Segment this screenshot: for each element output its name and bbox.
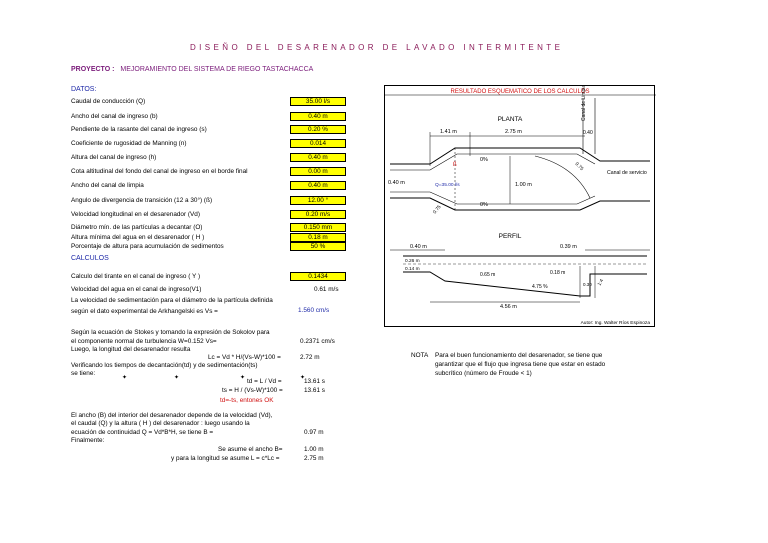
datos-row-label: Coeficiente de rugosidad de Manning (n): [71, 140, 187, 147]
datos-row-value: 0.20 %: [290, 125, 346, 134]
datos-row-label: Caudal de conducción (Q): [71, 98, 146, 105]
ancho-line3: ecuación de continuidad Q = Vd*B*H, se tiene B =: [71, 429, 214, 436]
datos-row-value: 50 %: [290, 242, 346, 251]
asume-b: Se asume el ancho B=: [218, 446, 283, 453]
beta-label: ß: [453, 162, 457, 168]
ang-left: 0.75: [432, 204, 443, 216]
datos-row-value: 0.150 mm: [290, 223, 346, 232]
perfil-039: 0.39 m: [560, 244, 577, 250]
p-ratio: 1:4: [597, 278, 606, 287]
dim-141: 1.41 m: [440, 129, 457, 135]
p-475: 4.75 %: [532, 284, 548, 290]
note-line2: garantizar que el flujo que ingresa tiene que estar en estado: [435, 361, 606, 368]
mark-icon: ✦: [174, 375, 180, 381]
stokes-line2: el componente normal de turbulencia W=0.152 Vs=: [71, 338, 217, 345]
canal-servicio-label: Canal de servicio: [607, 170, 647, 176]
note-line3: subcrítico (número de Froude < 1): [435, 370, 532, 377]
datos-row-value: 0.00 m: [290, 167, 346, 176]
datos-row-value: 0.40 m: [290, 112, 346, 121]
stokes-value: 0.2371 cm/s: [300, 338, 335, 345]
pct-top: 0%: [480, 157, 488, 163]
datos-row-value: 35.00 l/s: [290, 97, 346, 106]
sed-line1: La velocidad de sedimentación para el diámetro de la partícula definida: [71, 297, 273, 304]
datos-row-value: 0.40 m: [290, 181, 346, 190]
datos-row-value: 0.20 m/s: [290, 210, 346, 219]
datos-row-label: Porcentaje de altura para acumulación de sedimentos: [71, 243, 224, 250]
canal-limpia-label: Canal de Limpia: [581, 86, 587, 121]
dim-275: 2.75 m: [505, 129, 522, 135]
project-label: PROYECTO :: [71, 66, 115, 73]
dim-100: 1.00 m: [515, 182, 532, 188]
luego-line: Luego, la longitud del desarenador resulta: [71, 346, 191, 353]
asume-l-value: 2.75 m: [304, 455, 324, 462]
schematic-drawing: [385, 86, 656, 328]
ts-formula: ts = H / (Vs-W)*100 =: [222, 387, 283, 394]
q-label: Q=35.00 l/s: [435, 183, 460, 188]
sed-value: 1.560 cm/s: [298, 307, 330, 314]
datos-row-label: Angulo de divergencia de transición (12 a 30°) (ß): [71, 197, 213, 204]
lc-value: 2.72 m: [300, 354, 320, 361]
ancho-value: 0.97 m: [304, 429, 324, 436]
datos-row-label: Ancho del canal de limpia: [71, 182, 144, 189]
datos-heading: DATOS:: [71, 86, 97, 93]
dim-040-top: 0.40: [583, 130, 593, 136]
planta-label: PLANTA: [497, 116, 523, 123]
datos-row-label: Pendiente de la rasante del canal de ingreso (s): [71, 126, 207, 133]
document-title: DISEÑO DEL DESARENADOR DE LAVADO INTERMITENTE: [190, 43, 564, 52]
p-456: 4.56 m: [500, 304, 517, 310]
project-name: MEJORAMIENTO DEL SISTEMA DE RIEGO TASTACHACCA: [120, 66, 314, 73]
pct-bot: 0%: [480, 202, 488, 208]
p-018: 0.18 m: [550, 270, 566, 276]
verif-line1: Verificando los tiempos de decantación(td) y de sedimentación(ts): [71, 362, 258, 369]
p-003: 0.30: [583, 282, 592, 287]
calculos-heading: CALCULOS: [71, 255, 109, 262]
ancho-line1: El ancho (B) del interior del desarenador depende de la velocidad (Vd),: [71, 412, 273, 419]
ts-value: 13.61 s: [304, 387, 325, 394]
ok-text: td=-ts, entones OK: [220, 397, 274, 404]
note-label: NOTA: [411, 352, 429, 359]
datos-row-label: Velocidad longitudinal en el desarenador (Vd): [71, 211, 200, 218]
tirante-label: Calculo del tirante en el canal de ingreso ( Y ): [71, 273, 201, 280]
stokes-line1: Según la ecuación de Stokes y tomando la expresión de Sokolov para: [71, 329, 270, 336]
final-label: Finalmente:: [71, 437, 105, 444]
asume-b-value: 1.00 m: [304, 446, 324, 453]
datos-row-label: Cota altitudinal del fondo del canal de ingreso en el borde final: [71, 168, 248, 175]
vel1-value: 0.61 m/s: [314, 286, 339, 293]
perfil-040: 0.40 m: [410, 244, 427, 250]
asume-l: y para la longitud se asume L = c*Lc =: [171, 455, 280, 462]
schematic-panel: [384, 85, 655, 327]
project-line: [71, 66, 313, 73]
datos-row-label: Altura mínima del agua en el desarenador ( H ): [71, 234, 205, 241]
author-credit: Autor: Ing. Walter Ríos Espinoza: [580, 321, 650, 326]
mark-icon: ✦: [300, 375, 306, 381]
ang-right: 0.75: [573, 161, 584, 173]
td-formula: td = L / Vd =: [247, 378, 282, 385]
p-065: 0.65 m: [480, 272, 496, 278]
schematic-title: RESULTADO ESQUEMATICO DE LOS CALCULOS: [450, 89, 590, 95]
datos-row-value: 0.40 m: [290, 153, 346, 162]
datos-row-label: Ancho del canal de ingreso (b): [71, 113, 158, 120]
datos-row-label: Diámetro mín. de las partículas a decantar (O): [71, 224, 203, 231]
dim-040-left: 0.40 m: [388, 180, 405, 186]
datos-row-value: 0.18 m: [290, 233, 346, 242]
datos-row-value: 12.00 °: [290, 196, 346, 205]
verif-line2: se tiene:: [71, 370, 96, 377]
vel1-label: Velocidad del agua en el canal de ingreso(V1): [71, 286, 202, 293]
p-014: 0.14 m: [405, 267, 420, 272]
mark-icon: ✦: [122, 375, 128, 381]
perfil-label: PERFIL: [498, 233, 522, 240]
note-line1: Para el buen funcionamiento del desarenador, se tiene que: [435, 352, 603, 359]
datos-row-label: Altura del canal de ingreso (h): [71, 154, 157, 161]
mark-icon: ✦: [240, 375, 246, 381]
ancho-line2: el caudal (Q) y la altura ( H ) del desarenador : luego usando la: [71, 420, 250, 427]
sed-line2: según el dato experimental de Arkhangelski es Vs =: [71, 308, 218, 315]
p-026: 0.26 m: [405, 259, 420, 264]
lc-formula: Lc = Vd * H/(Vs-W)*100 =: [208, 354, 281, 361]
datos-row-value: 0.014: [290, 139, 346, 148]
td-value: 13.61 s: [304, 378, 325, 385]
tirante-value: 0.1434: [290, 272, 346, 281]
